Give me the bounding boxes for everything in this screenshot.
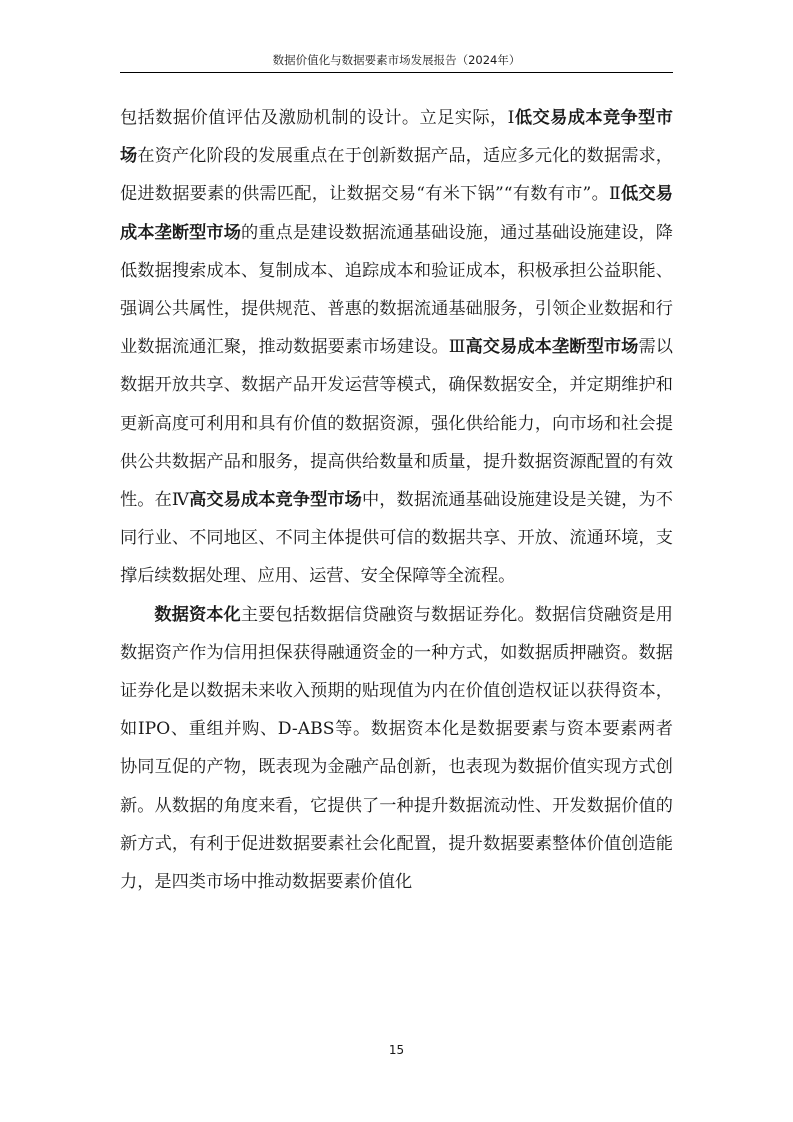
text-run: 的重点是建设数据流通基础设施，通过基础设施建设，降低数据搜索成本、复制成本、追踪成本和验证成本，积极承担公益职能、强调公共属性，提供规范、普惠的数据流通基础服务，引领企业数据和行业数据流通汇聚，推动数据要素市场建设。Ⅲ: [120, 222, 673, 358]
paragraph-market-types: [120, 99, 673, 596]
term-low-cost-monopoly-market: 低交易成本垄断型市场: [120, 184, 673, 243]
term-data-capitalization: 数据资本化: [154, 604, 241, 625]
text-run: 主要包括数据信贷融资与数据证券化。数据信贷融资是用数据资产作为信用担保获得融通资金的一种方式，如数据质押融资。数据证券化是以数据未来收入预期的贴现值为内在价值创造权证以获得资本，如IPO、重组并购、D-ABS等。数据资本化是数据要素与资本要素两者协同互促的产物，既表现为金融产品创新，也表现为数据价值实现方式创新。从数据的角度来看，它提供了一种提升数据流动性、开发数据价值的新方式，有利于促进数据要素社会化配置，提升数据要素整体价值创造能力，是四类市场中推动数据要素价值化: [120, 604, 673, 893]
text-run: 中，数据流通基础设施建设是关键，为不同行业、不同地区、不同主体提供可信的数据共享、开放、流通环境，支撑后续数据处理、应用、运营、安全保障等全流程。: [120, 490, 673, 587]
running-header: 数据价值化与数据要素市场发展报告（2024年）: [272, 53, 521, 67]
text-run: 在资产化阶段的发展重点在于创新数据产品，适应多元化的数据需求，促进数据要素的供需匹配，让数据交易“有米下锅”“有数有市”。Ⅱ: [120, 146, 673, 205]
term-high-cost-monopoly-market: 高交易成本垄断型市场: [465, 337, 639, 358]
paragraph-data-capitalization: [120, 596, 673, 902]
header-divider: [120, 72, 673, 73]
document-body: [120, 99, 673, 901]
term-high-cost-competitive-market: 高交易成本竞争型市场: [189, 490, 362, 511]
term-low-cost-competitive-market: 低交易成本竞争型市场: [120, 108, 673, 167]
text-run: 包括数据价值评估及激励机制的设计。立足实际，Ⅰ: [120, 108, 515, 128]
page-number: 15: [388, 1043, 405, 1057]
text-run: 需以数据开放共享、数据产品开发运营等模式，确保数据安全，并定期维护和更新高度可利用和具有价值的数据资源，强化供给能力，向市场和社会提供公共数据产品和服务，提高供给数量和质量，提升数据资源配置的有效性。在Ⅳ: [120, 337, 673, 511]
